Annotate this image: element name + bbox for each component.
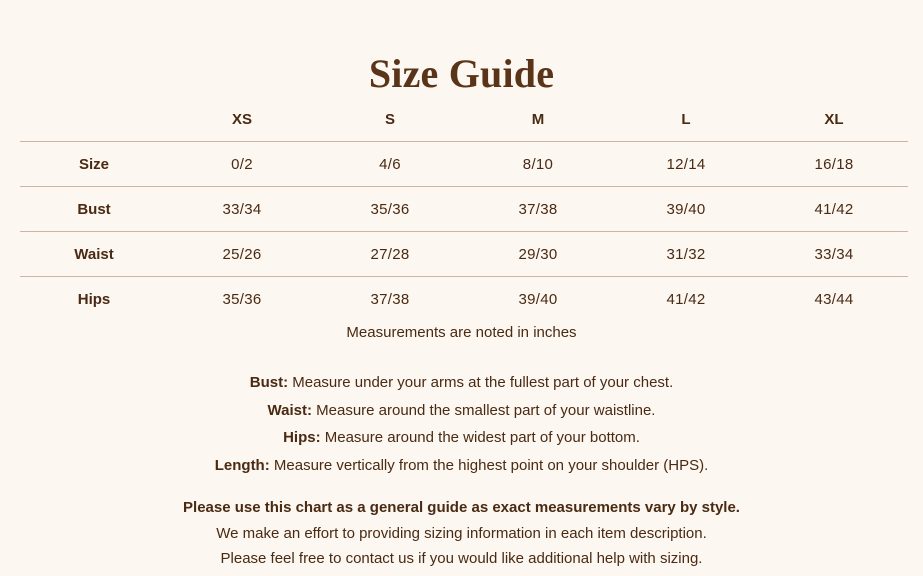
corner-cell: [20, 97, 168, 142]
table-cell: 35/36: [370, 200, 410, 218]
disclaimer-headline: Please use this chart as a general guide as exact measurements vary by style.: [183, 499, 740, 516]
instruction-term: Hips:: [283, 429, 321, 446]
sizing-disclaimer: [0, 498, 923, 575]
column-header-s: S: [384, 110, 395, 128]
table-cell: 31/32: [666, 245, 706, 263]
disclaimer-line: We make an effort to providing sizing information in each item description.: [216, 524, 707, 542]
instruction-text: Measure around the smallest part of your waistline.: [311, 401, 656, 419]
column-header-xs: XS: [231, 110, 252, 128]
column-header-m: M: [531, 110, 545, 128]
table-row-hips: [20, 277, 908, 322]
table-cell: 37/38: [370, 290, 410, 308]
instruction-text: Measure under your arms at the fullest part of your chest.: [288, 374, 674, 391]
table-cell: 0/2: [231, 155, 253, 173]
column-header-xl: XL: [824, 110, 844, 128]
size-chart-table: [20, 97, 908, 322]
instruction-text: Measure vertically from the highest point on your shoulder (HPS).: [269, 456, 709, 474]
measurement-units-note: Measurements are noted in inches: [346, 324, 577, 341]
disclaimer-line: Please feel free to contact us if you would like additional help with sizing.: [220, 550, 703, 567]
table-cell: 16/18: [814, 155, 854, 173]
instruction-bust: [0, 372, 923, 400]
table-cell: 37/38: [518, 200, 558, 218]
table-cell: 43/44: [814, 290, 854, 308]
table-cell: 8/10: [522, 155, 554, 173]
table-header-row: [20, 97, 908, 142]
table-cell: 25/26: [222, 245, 262, 263]
table-cell: 41/42: [666, 290, 706, 308]
instruction-hips: [0, 427, 923, 455]
row-label-bust: Bust: [77, 200, 111, 218]
table-row-size: [20, 142, 908, 187]
table-cell: 27/28: [370, 245, 410, 263]
instruction-length: [0, 455, 923, 483]
instruction-text: Measure around the widest part of your bottom.: [320, 429, 640, 446]
table-row-bust: [20, 187, 908, 232]
instruction-term: Bust:: [249, 374, 289, 391]
page-title: Size Guide: [368, 50, 555, 96]
instruction-term: Length:: [214, 456, 270, 474]
table-cell: 33/34: [222, 200, 262, 218]
table-cell: 35/36: [222, 290, 262, 308]
table-cell: 39/40: [518, 290, 558, 308]
table-cell: 29/30: [518, 245, 558, 263]
table-cell: 12/14: [666, 155, 706, 173]
row-label-size: Size: [78, 155, 109, 173]
row-label-hips: Hips: [77, 290, 111, 308]
instruction-waist: [0, 400, 923, 428]
table-cell: 39/40: [666, 200, 706, 218]
table-cell: 33/34: [814, 245, 854, 263]
table-cell: 4/6: [379, 155, 401, 173]
table-cell: 41/42: [814, 200, 854, 218]
row-label-waist: Waist: [74, 245, 114, 263]
table-row-waist: [20, 232, 908, 277]
column-header-l: L: [681, 110, 691, 128]
instruction-term: Waist:: [267, 401, 312, 419]
measuring-instructions: [0, 372, 923, 482]
